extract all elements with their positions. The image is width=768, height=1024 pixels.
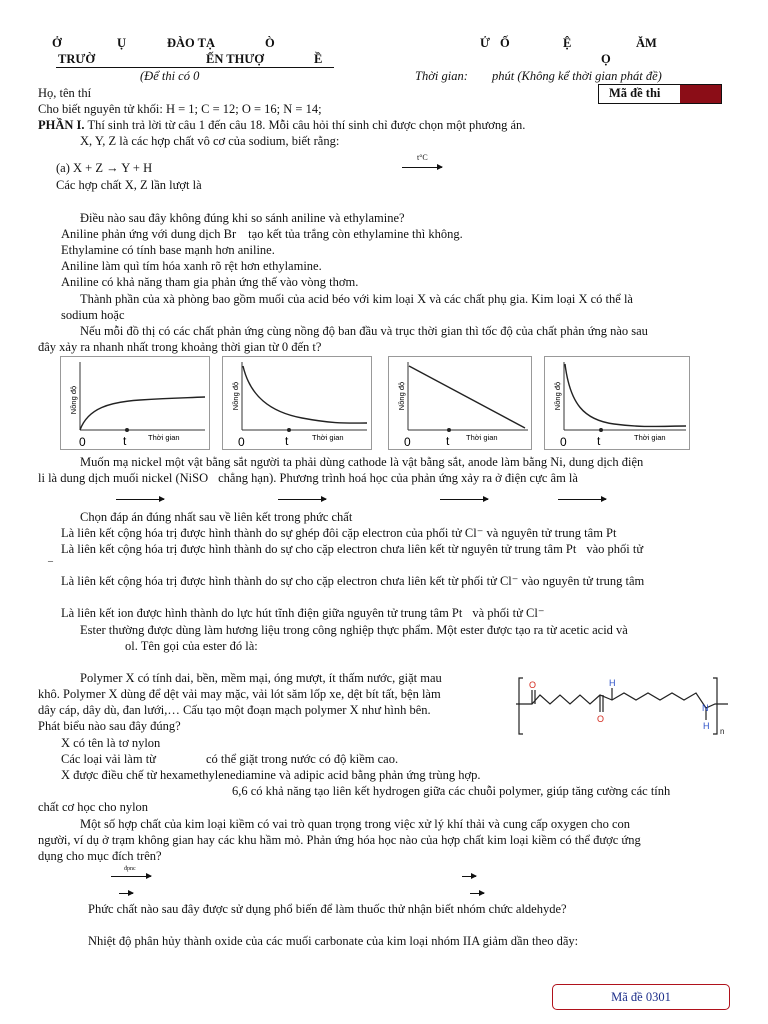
q2-stem: Điều nào sau đây không đúng khi so sánh aniline và ethylamine? bbox=[80, 211, 405, 225]
q1-arrow bbox=[402, 167, 442, 168]
header-school-2c: Ề bbox=[314, 52, 323, 66]
graph-1-ylabel: Nồng độ bbox=[69, 385, 78, 415]
q5-line-2b: chẳng hạn). Phương trình hoá học của phản ứng xảy ra ở điện cực âm là bbox=[218, 471, 578, 485]
graph-3-t: t bbox=[446, 434, 450, 448]
q8-option-2b: có thể giặt trong nước có độ kiềm cao. bbox=[205, 752, 399, 766]
q8-option-4a: 6,6 có khả năng tạo liên kết hydrogen giữa các chuỗi polymer, giúp tăng cường các tính bbox=[232, 784, 671, 798]
graph-2-t-marker bbox=[287, 428, 291, 432]
q8-polymer-structure bbox=[514, 672, 736, 740]
graph-1-zero: 0 bbox=[79, 435, 86, 449]
q3-line-1: Thành phần của xà phòng bao gồm muối của acid béo với kim loại X và các chất phụ gia. Kim loại X có thể là bbox=[80, 292, 633, 306]
q11-line-1: Nhiệt độ phân hủy thành oxide của các muối carbonate của kim loại nhóm IIA giảm dần theo dãy: bbox=[88, 934, 579, 948]
header-school-1c: ĐÀO TẠ bbox=[167, 36, 216, 50]
q8-option-1: X có tên là tơ nylon bbox=[61, 736, 161, 750]
q1-condition: t°C bbox=[417, 153, 428, 162]
q2-option-1a: Aniline phản ứng với dung dịch Br bbox=[61, 227, 237, 241]
q7-line-2: ol. Tên gọi của ester đó là: bbox=[125, 639, 258, 653]
graph-2-xlabel: Thời gian bbox=[312, 433, 344, 442]
graph-2-zero: 0 bbox=[238, 435, 245, 449]
q4-graph-2 bbox=[222, 356, 372, 450]
q9-arrow-a bbox=[111, 876, 151, 877]
part1-instruction: Thí sinh trả lời từ câu 1 đến câu 18. Mỗi câu hỏi thí sinh chỉ được chọn một phương án. bbox=[87, 118, 526, 132]
q6-option-4a: Là liên kết ion được hình thành do lực hút tĩnh điện giữa nguyên tử trung tâm Pt bbox=[61, 606, 463, 620]
q6-option-2-dash: – bbox=[48, 556, 53, 567]
header-exam-1d: ĂM bbox=[636, 36, 657, 50]
q6-option-1: Là liên kết cộng hóa trị được hình thành do sự ghép đôi cặp electron của phối tử Cl⁻ và nguyên tử trung tâm Pt bbox=[61, 526, 617, 540]
part1-line bbox=[38, 118, 525, 133]
q6-stem: Chọn đáp án đúng nhất sau về liên kết trong phức chất bbox=[80, 510, 353, 524]
q9-arrow-c bbox=[119, 893, 133, 894]
q6-option-3: Là liên kết cộng hóa trị được hình thành do sự cho cặp electron chưa liên kết từ phối tử Cl⁻ vào nguyên tử trung tâm bbox=[61, 574, 645, 588]
graph-1-xlabel: Thời gian bbox=[148, 433, 180, 442]
q4-graph-3 bbox=[388, 356, 532, 450]
q8-line-1: Polymer X có tính dai, bền, mềm mại, óng mượt, ít thấm nước, giặt mau bbox=[80, 671, 442, 685]
polymer-atom-n: N bbox=[702, 703, 709, 713]
q8-option-2 bbox=[61, 752, 398, 767]
header-time-label: Thời gian: bbox=[415, 69, 468, 83]
graph-4-zero: 0 bbox=[560, 435, 567, 449]
q5-line-2 bbox=[38, 471, 578, 486]
graph-3-xlabel: Thời gian bbox=[466, 433, 498, 442]
q2-option-4: Aniline có khả năng tham gia phản ứng thế vào vòng thơm. bbox=[61, 275, 359, 289]
q1-ask: Các hợp chất X, Z lần lượt là bbox=[56, 178, 202, 192]
polymer-atom-o-1: O bbox=[529, 680, 537, 690]
graph-4-xlabel: Thời gian bbox=[634, 433, 666, 442]
polymer-atom-h-1: H bbox=[609, 678, 616, 688]
q8-line-4: Phát biểu nào sau đây đúng? bbox=[38, 719, 181, 733]
footer-exam-code: Mã đề 0301 bbox=[552, 984, 730, 1010]
exam-code-fill bbox=[680, 85, 721, 103]
q6-option-2b: vào phối tử bbox=[586, 542, 644, 556]
q1-reaction-a: (a) X + Z → Y + H bbox=[56, 161, 153, 175]
q10-line-1: Phức chất nào sau đây được sử dụng phổ biến để làm thuốc thử nhận biết nhóm chức aldehyde? bbox=[88, 902, 567, 916]
header-pages-note: (Để thi có 0 bbox=[140, 69, 200, 83]
header-school-2b: ẾN THƯỢ bbox=[206, 52, 264, 66]
q4-graph-1 bbox=[60, 356, 210, 450]
graph-3-t-marker bbox=[447, 428, 451, 432]
graph-2-t: t bbox=[285, 434, 289, 448]
q5-arrow-c bbox=[440, 499, 488, 500]
q9-arrow-label: đpnc bbox=[124, 866, 136, 872]
header-school-1a: Ở bbox=[52, 36, 62, 50]
polymer-subscript-n: n bbox=[720, 727, 725, 736]
graph-3-zero: 0 bbox=[404, 435, 411, 449]
q4-graph-4 bbox=[544, 356, 690, 450]
polymer-left-bracket bbox=[519, 678, 523, 734]
q5-arrow-d bbox=[558, 499, 606, 500]
polymer-atom-o-2: O bbox=[597, 714, 605, 724]
q8-line-2: khô. Polymer X dùng để dệt vải may mặc, vải lót săm lốp xe, dệt bít tất, bện làm bbox=[38, 687, 441, 701]
graph-2-ylabel: Nồng độ bbox=[231, 381, 240, 411]
q9-line-2: người, ví dụ ở trạm không gian hay các khu hầm mỏ. Phản ứng hóa học nào của hợp chất kim loại kiềm có thể được ứng bbox=[38, 833, 641, 847]
q2-option-1 bbox=[61, 227, 463, 242]
q6-option-4 bbox=[61, 606, 544, 621]
q5-line-1: Muốn mạ nickel một vật bằng sắt người ta phải dùng cathode là vật bằng sắt, anode làm bằng Ni, dung dịch điện bbox=[80, 455, 644, 469]
header-exam-1b: Ố bbox=[500, 36, 510, 50]
header-school-2a: TRƯỜ bbox=[58, 52, 96, 66]
graph-4-ylabel: Nồng độ bbox=[553, 381, 562, 411]
header-exam-1a: Ử bbox=[480, 36, 490, 50]
q8-option-4b: chất cơ học cho nylon bbox=[38, 800, 149, 814]
header-exam-1c: Ệ bbox=[563, 36, 572, 50]
q2-option-3: Aniline làm quì tím hóa xanh rõ rệt hơn ethylamine. bbox=[61, 259, 322, 273]
q5-line-2a: li là dung dịch muối nickel (NiSO bbox=[38, 471, 209, 485]
part1-title: PHẦN I. bbox=[38, 118, 85, 132]
graph-1-t-marker bbox=[125, 428, 129, 432]
exam-code-label: Mã đề thi bbox=[609, 86, 661, 100]
q8-option-3: X được điều chế từ hexamethylenediamine và adipic acid bằng phản ứng trùng hợp. bbox=[61, 768, 481, 782]
header-school-1b: Ụ bbox=[117, 36, 127, 50]
graph-4-t-marker bbox=[599, 428, 603, 432]
graph-1-t: t bbox=[123, 434, 127, 448]
q2-option-2: Ethylamine có tính base mạnh hơn aniline. bbox=[61, 243, 275, 257]
exam-code-box bbox=[598, 84, 722, 104]
polymer-atom-h-2: H bbox=[703, 721, 710, 731]
graph-4-t: t bbox=[597, 434, 601, 448]
student-name-label: Họ, tên thí bbox=[38, 86, 92, 100]
q7-line-1: Ester thường được dùng làm hương liệu trong công nghiệp thực phẩm. Một ester được tạo ra từ acetic acid và bbox=[80, 623, 628, 637]
q9-line-1: Một số hợp chất của kim loại kiềm có vai trò quan trọng trong việc xử lý khí thải và cung cấp oxygen cho con bbox=[80, 817, 631, 831]
q9-arrow-b bbox=[462, 876, 476, 877]
polymer-right-bracket bbox=[713, 678, 717, 734]
q5-arrow-a bbox=[116, 499, 164, 500]
q2-option-1b: tạo kết tủa trắng còn ethylamine thì không. bbox=[248, 227, 463, 241]
q4-line-2: đây xảy ra nhanh nhất trong khoảng thời gian từ 0 đến t? bbox=[38, 340, 322, 354]
atomic-mass-line: Cho biết nguyên tử khối: H = 1; C = 12; O = 16; N = 14; bbox=[38, 102, 322, 116]
q8-option-2a: Các loại vải làm từ bbox=[61, 752, 156, 766]
header-underline bbox=[56, 67, 334, 68]
q6-option-4b: và phối tử Cl⁻ bbox=[472, 606, 545, 620]
header-time-note: phút (Không kể thời gian phát đề) bbox=[492, 69, 662, 83]
header-school-1d: Ò bbox=[265, 36, 275, 50]
q5-arrow-b bbox=[278, 499, 326, 500]
q3-line-2: sodium hoặc bbox=[61, 308, 125, 322]
q4-line-1: Nếu mỗi đồ thị có các chất phản ứng cùng nồng độ ban đầu và trục thời gian thì tốc độ của chất phản ứng nào sau bbox=[80, 324, 648, 338]
graph-3-ylabel: Nồng độ bbox=[397, 381, 406, 411]
q1-stem: X, Y, Z là các hợp chất vô cơ của sodium, biết rằng: bbox=[80, 134, 340, 148]
header-exam-2: Ọ bbox=[601, 52, 611, 66]
q9-line-3: dụng cho mục đích trên? bbox=[38, 849, 162, 863]
q8-line-3: dây cáp, dây dù, đan lưới,… Cấu tạo một đoạn mạch polymer X như hình bên. bbox=[38, 703, 431, 717]
q9-arrow-d bbox=[470, 893, 484, 894]
q6-option-2a: Là liên kết cộng hóa trị được hình thành do sự cho cặp electron chưa liên kết từ nguyên tử trung tâm Pt bbox=[61, 542, 577, 556]
polymer-chain bbox=[516, 693, 728, 708]
q6-option-2 bbox=[61, 542, 643, 557]
